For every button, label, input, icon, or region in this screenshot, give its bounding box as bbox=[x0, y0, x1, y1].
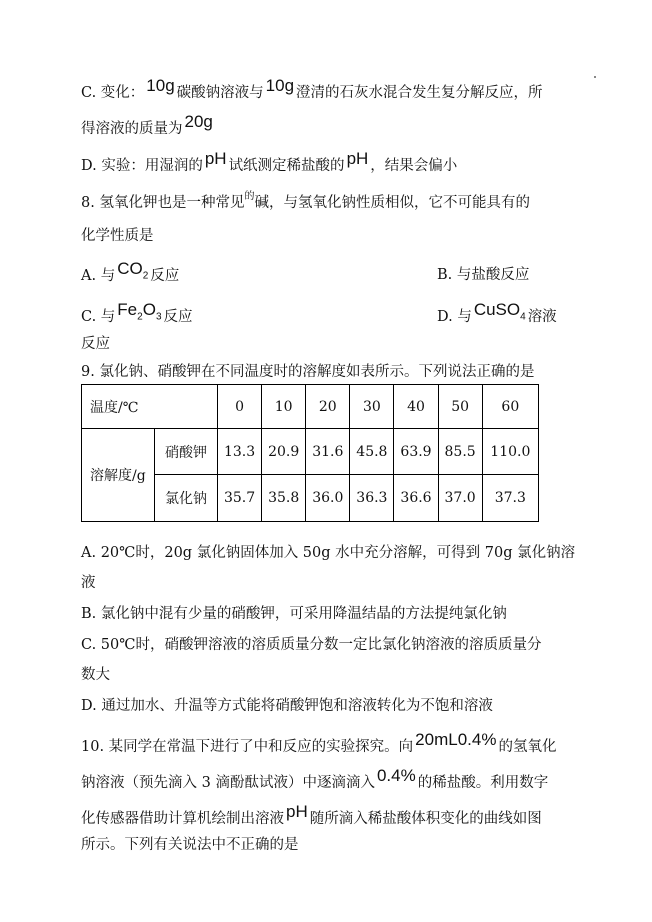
value-cell: 35.8 bbox=[262, 475, 306, 522]
value-cell: 36.6 bbox=[394, 475, 438, 522]
q8-option-d-line2: 反应 bbox=[81, 336, 110, 352]
formula-10g-2: 10g bbox=[265, 76, 295, 95]
formula-04pct: 0.4% bbox=[376, 766, 416, 785]
value-cell: 36.3 bbox=[350, 475, 394, 522]
formula-co2 bbox=[117, 259, 149, 282]
q7-option-c-line2 bbox=[81, 112, 215, 139]
value-cell: 45.8 bbox=[350, 429, 394, 475]
q7c-text-d: 得溶液的质量为 bbox=[81, 121, 183, 137]
q8-text-a: 8. 氢氧化钾也是一种常见 bbox=[81, 195, 245, 211]
q8-text-b: 碱，与氢氧化钠性质相似，它不可能具有的 bbox=[254, 195, 530, 211]
formula-ph-3: pH bbox=[286, 802, 308, 821]
q8-stem-line1 bbox=[81, 193, 530, 215]
temp-cell: 50 bbox=[438, 385, 482, 429]
q10-text-a: 10. 某同学在常温下进行了中和反应的实验探究。向 bbox=[81, 739, 414, 755]
fe2o3-sub1: 2 bbox=[137, 311, 143, 323]
q7c-text-b: 碳酸钠溶液与 bbox=[176, 85, 264, 101]
formula-ph-2: pH bbox=[346, 149, 369, 168]
q7-option-d bbox=[81, 149, 458, 176]
cuso4-main: CuSO bbox=[473, 300, 521, 319]
value-cell: 110.0 bbox=[482, 429, 538, 475]
value-cell: 37.3 bbox=[482, 475, 538, 522]
co2-sub: 2 bbox=[142, 270, 149, 282]
temp-cell: 0 bbox=[218, 385, 262, 429]
value-cell: 36.0 bbox=[306, 475, 350, 522]
cuso4-sub: 4 bbox=[520, 311, 526, 323]
q10-stem-line2 bbox=[81, 766, 549, 793]
temp-cell: 30 bbox=[350, 385, 394, 429]
q8-option-c bbox=[81, 300, 193, 333]
value-cell: 20.9 bbox=[262, 429, 306, 475]
q9-option-c-line1: C. 50℃时，硝酸钾溶液的溶质质量分数一定比氯化钠溶液的溶质质量分 bbox=[81, 637, 542, 653]
value-cell: 35.7 bbox=[218, 475, 262, 522]
q7c-text-c: 澄清的石灰水混合发生复分解反应，所 bbox=[296, 85, 543, 101]
fe2o3-sub2: 3 bbox=[155, 311, 162, 323]
formula-ph-1: pH bbox=[204, 149, 227, 168]
q8-superscript: 的 bbox=[244, 191, 255, 202]
q8c-suffix: 反应 bbox=[163, 309, 193, 325]
formula-10g-1: 10g bbox=[146, 76, 175, 95]
formula-fe2o3 bbox=[117, 300, 162, 323]
q8-option-d bbox=[437, 300, 557, 333]
q10-text-e: 化传感器借助计算机绘制出溶液 bbox=[81, 811, 284, 827]
q10-stem-line1 bbox=[81, 730, 557, 757]
solubility-header: 溶解度/g bbox=[82, 429, 155, 522]
q8a-suffix: 反应 bbox=[150, 268, 180, 284]
value-cell: 31.6 bbox=[306, 429, 350, 475]
table-row-temperature bbox=[82, 385, 539, 429]
q9-option-b: B. 氯化钠中混有少量的硝酸钾，可采用降温结晶的方法提纯氯化钠 bbox=[81, 606, 507, 622]
temp-cell: 60 bbox=[482, 385, 538, 429]
value-cell: 13.3 bbox=[218, 429, 262, 475]
fe2o3-fe: Fe bbox=[117, 300, 138, 319]
q9-option-d: D. 通过加水、升温等方式能将硝酸钾饱和溶液转化为不饱和溶液 bbox=[81, 698, 493, 714]
q10-text-b: 的氢氧化 bbox=[498, 739, 557, 755]
q7-option-c-line1 bbox=[81, 76, 543, 103]
temperature-header: 温度/℃ bbox=[82, 385, 218, 429]
q10-stem-line4: 所示。下列有关说法中不正确的是 bbox=[81, 837, 299, 853]
q8a-prefix: A. 与 bbox=[81, 268, 116, 284]
q8c-prefix: C. 与 bbox=[81, 309, 116, 325]
stray-mark bbox=[594, 76, 596, 78]
q10-text-f: 随所滴入稀盐酸体积变化的曲线如图 bbox=[309, 811, 542, 827]
q9-stem: 9. 氯化钠、硝酸钾在不同温度时的溶解度如表所示。下列说法正确的是 bbox=[81, 364, 535, 380]
value-cell: 63.9 bbox=[394, 429, 438, 475]
q8-option-b: B. 与盐酸反应 bbox=[437, 267, 530, 283]
q9-option-a-line2: 液 bbox=[81, 575, 96, 591]
q9-option-a-line1: A. 20℃时，20g 氯化钠固体加入 50g 水中充分溶解，可得到 70g 氯化钠溶 bbox=[81, 545, 576, 561]
temp-cell: 10 bbox=[262, 385, 306, 429]
q7c-text-a: C. 变化： bbox=[81, 85, 145, 101]
substance-name: 氯化钠 bbox=[155, 475, 218, 522]
q8-stem-line2: 化学性质是 bbox=[81, 228, 154, 244]
q7d-text-b: 试纸测定稀盐酸的 bbox=[228, 158, 345, 174]
co2-main: CO bbox=[117, 259, 143, 278]
q10-text-c: 钠溶液（预先滴入 3 滴酚酞试液）中逐滴滴入 bbox=[81, 775, 375, 791]
value-cell: 37.0 bbox=[438, 475, 482, 522]
substance-name: 硝酸钾 bbox=[155, 429, 218, 475]
q7d-text-c: ，结果会偏小 bbox=[370, 158, 458, 174]
formula-cuso4 bbox=[473, 300, 526, 323]
q7d-text-a: D. 实验：用湿润的 bbox=[81, 158, 203, 174]
formula-20ml-04pct: 20mL0.4% bbox=[415, 730, 497, 749]
temp-cell: 40 bbox=[394, 385, 438, 429]
q8-option-a bbox=[81, 259, 180, 292]
q10-stem-line3 bbox=[81, 802, 542, 829]
q10-text-d: 的稀盐酸。利用数字 bbox=[417, 775, 549, 791]
table-row-kno3 bbox=[82, 429, 539, 475]
solubility-table bbox=[81, 384, 539, 522]
q8d-suffix: 溶液 bbox=[527, 309, 557, 325]
fe2o3-o: O bbox=[142, 300, 156, 319]
temp-cell: 20 bbox=[306, 385, 350, 429]
formula-20g: 20g bbox=[184, 112, 213, 131]
q8d-prefix: D. 与 bbox=[437, 309, 472, 325]
value-cell: 85.5 bbox=[438, 429, 482, 475]
q9-option-c-line2: 数大 bbox=[81, 667, 110, 683]
